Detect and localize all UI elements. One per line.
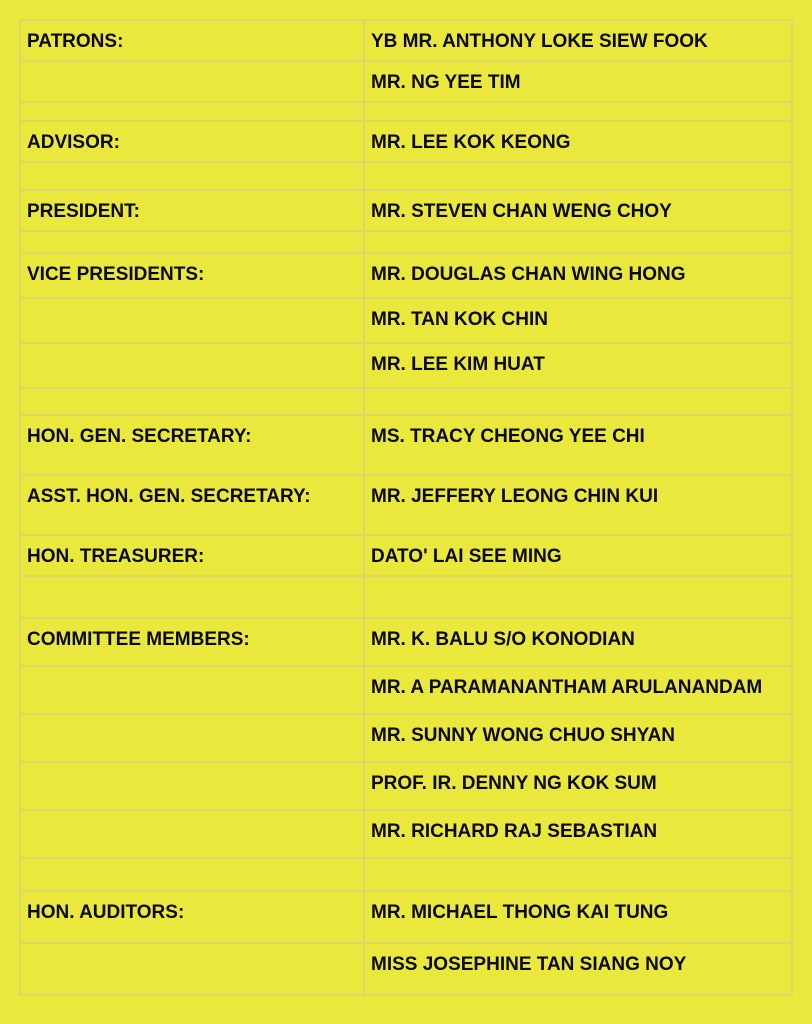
role-label: VICE PRESIDENTS: xyxy=(27,264,205,285)
role-cell xyxy=(20,388,364,415)
role-label: ASST. HON. GEN. SECRETARY: xyxy=(27,486,311,507)
role-label: HON. TREASURER: xyxy=(27,546,205,567)
table-row xyxy=(20,20,792,61)
role-label xyxy=(27,811,363,821)
table-row xyxy=(20,943,792,995)
member-name: MR. JEFFERY LEONG CHIN KUI xyxy=(371,486,659,507)
name-cell xyxy=(364,762,792,810)
role-cell xyxy=(20,190,364,231)
name-cell xyxy=(364,943,792,995)
name-cell xyxy=(364,231,792,253)
table-row xyxy=(20,231,792,253)
table-row xyxy=(20,388,792,415)
role-label xyxy=(27,763,363,773)
role-cell xyxy=(20,61,364,102)
table-row xyxy=(20,162,792,190)
table-row xyxy=(20,714,792,762)
role-cell xyxy=(20,943,364,995)
role-label xyxy=(27,859,363,869)
table-row xyxy=(20,891,792,943)
role-label xyxy=(27,944,363,954)
role-cell xyxy=(20,714,364,762)
member-name: MR. STEVEN CHAN WENG CHOY xyxy=(371,201,672,222)
member-name: MISS JOSEPHINE TAN SIANG NOY xyxy=(371,954,687,975)
name-cell xyxy=(364,714,792,762)
role-cell xyxy=(20,298,364,343)
table-row xyxy=(20,535,792,576)
name-cell xyxy=(364,858,792,891)
table-row xyxy=(20,343,792,388)
table-row xyxy=(20,762,792,810)
role-label: PATRONS: xyxy=(27,31,124,52)
name-cell xyxy=(364,298,792,343)
role-label xyxy=(27,344,363,354)
member-name: MR. A PARAMANANTHAM ARULANANDAM xyxy=(371,677,763,698)
name-cell xyxy=(364,475,792,535)
role-label xyxy=(27,163,363,173)
role-label xyxy=(27,715,363,725)
name-cell xyxy=(364,162,792,190)
member-name: MS. TRACY CHEONG YEE CHI xyxy=(371,426,645,447)
name-cell xyxy=(364,343,792,388)
role-cell xyxy=(20,343,364,388)
member-name xyxy=(371,859,791,869)
role-cell xyxy=(20,162,364,190)
role-cell xyxy=(20,891,364,943)
table-row xyxy=(20,61,792,102)
table-row xyxy=(20,253,792,298)
role-label xyxy=(27,667,363,677)
name-cell xyxy=(364,102,792,121)
name-cell xyxy=(364,810,792,858)
role-label: ADVISOR: xyxy=(27,132,120,153)
role-cell xyxy=(20,576,364,618)
member-name xyxy=(371,103,791,113)
member-name: MR. LEE KIM HUAT xyxy=(371,354,545,375)
role-label: HON. AUDITORS: xyxy=(27,902,185,923)
table-row xyxy=(20,810,792,858)
role-label xyxy=(27,577,363,587)
role-cell xyxy=(20,535,364,576)
member-name: MR. DOUGLAS CHAN WING HONG xyxy=(371,264,686,285)
member-name xyxy=(371,389,791,399)
role-label xyxy=(27,103,363,113)
role-cell xyxy=(20,415,364,475)
member-name xyxy=(371,163,791,173)
table-row xyxy=(20,298,792,343)
name-cell xyxy=(364,891,792,943)
member-name: MR. TAN KOK CHIN xyxy=(371,309,548,330)
member-name: MR. SUNNY WONG CHUO SHYAN xyxy=(371,725,676,746)
role-cell xyxy=(20,666,364,714)
name-cell xyxy=(364,190,792,231)
member-name: MR. K. BALU S/O KONODIAN xyxy=(371,629,635,650)
member-name: MR. MICHAEL THONG KAI TUNG xyxy=(371,902,669,923)
table-row xyxy=(20,666,792,714)
role-cell xyxy=(20,102,364,121)
member-name xyxy=(371,577,791,587)
name-cell xyxy=(364,61,792,102)
table-row xyxy=(20,121,792,162)
role-cell xyxy=(20,253,364,298)
table-row xyxy=(20,475,792,535)
name-cell xyxy=(364,618,792,666)
role-label xyxy=(27,232,363,242)
role-cell xyxy=(20,858,364,891)
name-cell xyxy=(364,388,792,415)
member-name xyxy=(371,232,791,242)
role-cell xyxy=(20,810,364,858)
member-name: MR. RICHARD RAJ SEBASTIAN xyxy=(371,821,658,842)
table-row xyxy=(20,858,792,891)
member-name: MR. LEE KOK KEONG xyxy=(371,132,571,153)
role-cell xyxy=(20,231,364,253)
name-cell xyxy=(364,576,792,618)
committee-table xyxy=(19,19,793,996)
table-row xyxy=(20,576,792,618)
table-row xyxy=(20,102,792,121)
role-cell xyxy=(20,475,364,535)
member-name: YB MR. ANTHONY LOKE SIEW FOOK xyxy=(371,31,708,52)
name-cell xyxy=(364,253,792,298)
name-cell xyxy=(364,666,792,714)
role-cell xyxy=(20,121,364,162)
role-cell xyxy=(20,618,364,666)
table-row xyxy=(20,618,792,666)
table-row xyxy=(20,190,792,231)
member-name: MR. NG YEE TIM xyxy=(371,72,521,93)
name-cell xyxy=(364,121,792,162)
table-row xyxy=(20,415,792,475)
committee-table-body xyxy=(20,20,792,995)
member-name: DATO' LAI SEE MING xyxy=(371,546,562,567)
role-label: COMMITTEE MEMBERS: xyxy=(27,629,250,650)
name-cell xyxy=(364,20,792,61)
role-label xyxy=(27,389,363,399)
name-cell xyxy=(364,415,792,475)
name-cell xyxy=(364,535,792,576)
role-cell xyxy=(20,762,364,810)
role-label: HON. GEN. SECRETARY: xyxy=(27,426,252,447)
member-name: PROF. IR. DENNY NG KOK SUM xyxy=(371,773,657,794)
role-cell xyxy=(20,20,364,61)
role-label xyxy=(27,62,363,72)
role-label xyxy=(27,299,363,309)
role-label: PRESIDENT: xyxy=(27,201,140,222)
